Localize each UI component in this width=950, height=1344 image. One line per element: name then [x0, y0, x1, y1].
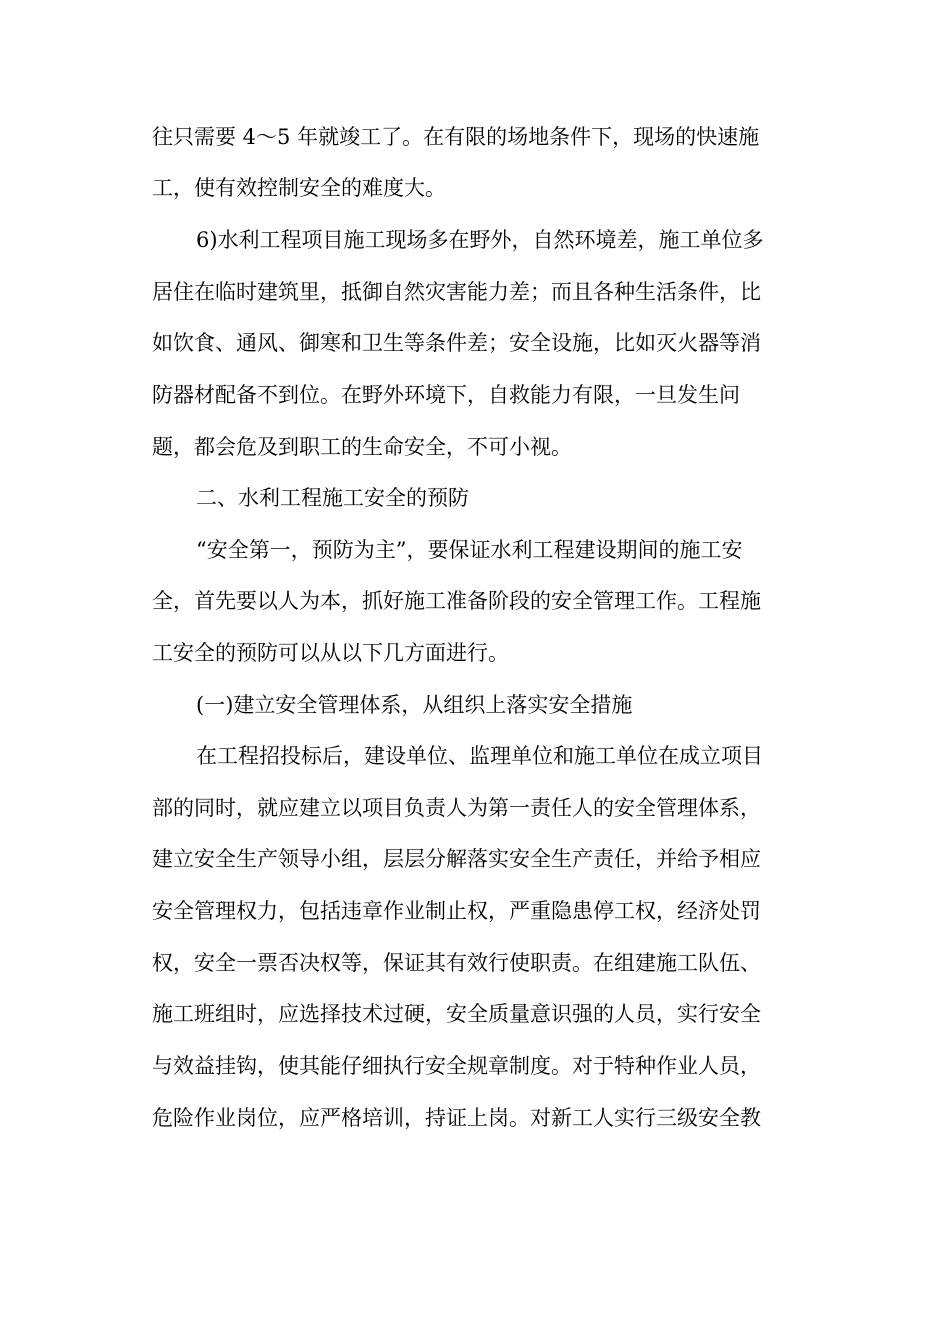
paragraph-start-line: 在工程招投标后，建设单位、监理单位和施工单位在成立项目: [196, 744, 763, 768]
text-line: 建立安全生产领导小组，层层分解落实安全生产责任，并给予相应: [152, 847, 761, 871]
text-line: 如饮食、通风、御寒和卫生等条件差；安全设施，比如灭火器等消: [152, 331, 761, 355]
text-line: 施工班组时，应选择技术过硬，安全质量意识强的人员，实行安全: [152, 1002, 761, 1026]
text-line: 安全管理权力，包括违章作业制止权，严重隐患停工权，经济处罚: [152, 899, 761, 923]
text-line: 工，使有效控制安全的难度大。: [152, 176, 446, 200]
text-line: 居住在临时建筑里，抵御自然灾害能力差；而且各种生活条件，比: [152, 280, 761, 304]
text-line: 题，都会危及到职工的生命安全，不可小视。: [152, 435, 572, 459]
text-line: 危险作业岗位，应严格培训，持证上岗。对新工人实行三级安全教: [152, 1106, 761, 1130]
paragraph-start-line: 6)水利工程项目施工现场多在野外，自然环境差，施工单位多: [196, 228, 764, 252]
text-line: 权，安全一票否决权等，保证其有效行使职责。在组建施工队伍、: [152, 951, 761, 975]
paragraph-start-line: “安全第一，预防为主”，要保证水利工程建设期间的施工安: [196, 538, 743, 562]
text-line: 与效益挂钩，使其能仔细执行安全规章制度。对于特种作业人员，: [152, 1054, 761, 1078]
text-line: 防器材配备不到位。在野外环境下，自救能力有限，一旦发生问: [152, 383, 740, 407]
section-heading: 二、水利工程施工安全的预防: [196, 486, 469, 510]
subsection-heading: (一)建立安全管理体系，从组织上落实安全措施: [196, 693, 633, 717]
text-line: 往只需要 4～5 年就竣工了。在有限的场地条件下，现场的快速施: [152, 125, 760, 149]
text-line: 工安全的预防可以从以下几方面进行。: [152, 641, 509, 665]
text-line: 全，首先要以人为本，抓好施工准备阶段的安全管理工作。工程施: [152, 589, 761, 613]
text-line: 部的同时，就应建立以项目负责人为第一责任人的安全管理体系，: [152, 796, 761, 820]
